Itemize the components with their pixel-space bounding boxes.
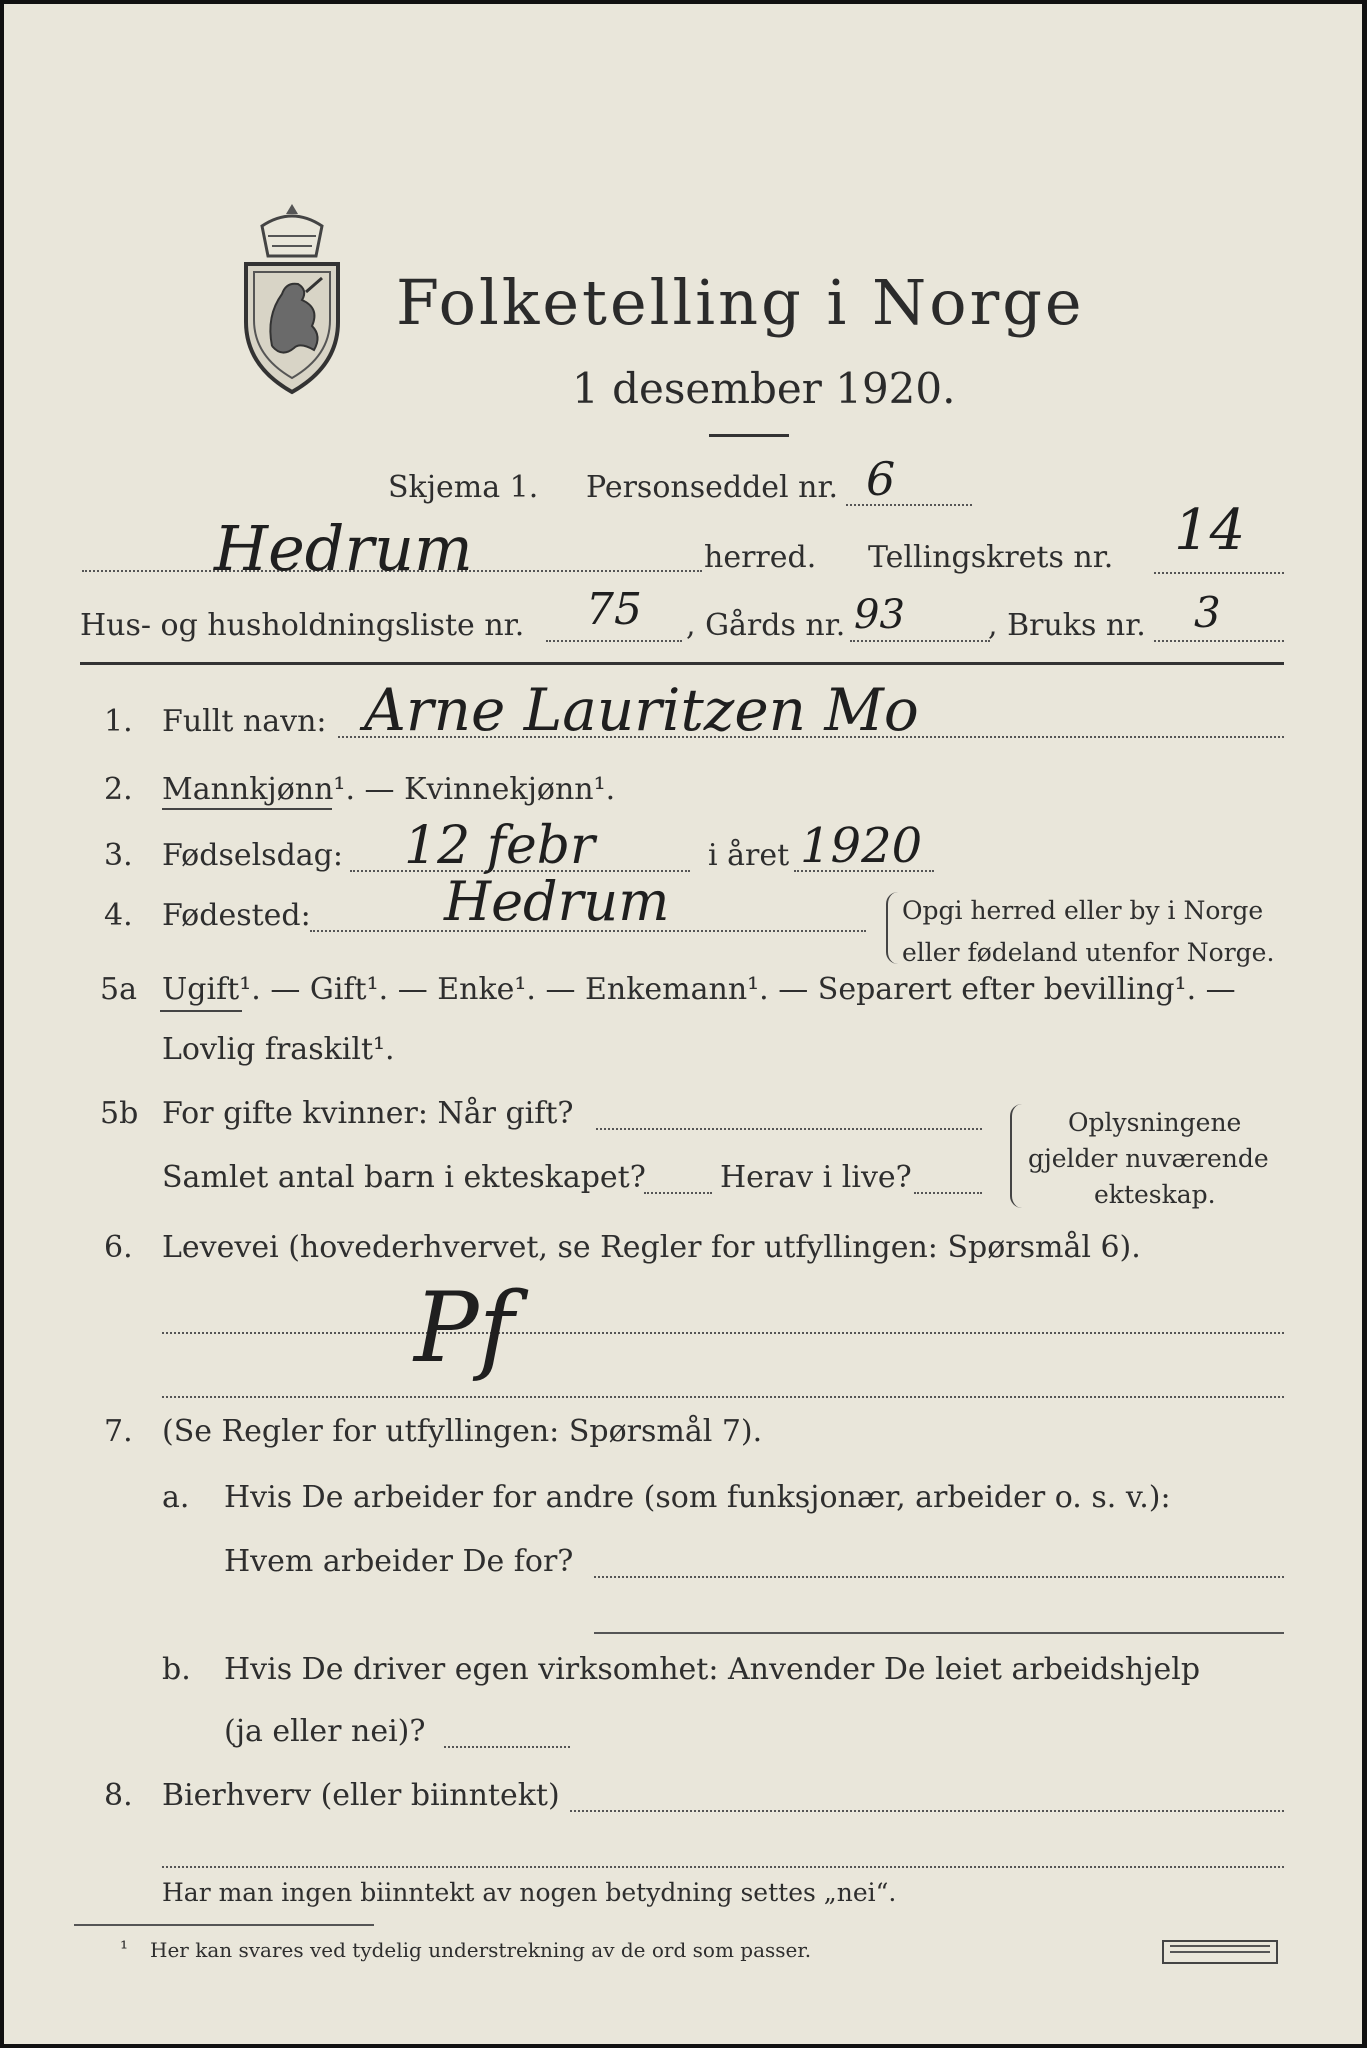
q3-label: Fødselsdag: xyxy=(162,838,343,873)
q5b-children-line xyxy=(644,1192,712,1194)
q6-number: 6. xyxy=(104,1230,133,1265)
q5b-number: 5b xyxy=(100,1096,139,1131)
q3-year-value[interactable]: 1920 xyxy=(800,818,923,874)
husliste-value[interactable]: 75 xyxy=(586,584,642,635)
husliste-label: Hus- og husholdningsliste nr. xyxy=(80,608,525,643)
footnote-divider xyxy=(74,1924,374,1926)
q3-value[interactable]: 12 febr xyxy=(404,816,595,876)
q5a-number: 5a xyxy=(100,972,137,1007)
q6-line2 xyxy=(162,1396,1284,1398)
header-separator xyxy=(80,662,1284,665)
husliste-line xyxy=(546,640,682,642)
q6-label: Levevei (hovederhvervet, se Regler for utfyllingen: Spørsmål 6). xyxy=(162,1230,1141,1265)
personseddel-label: Personseddel nr. xyxy=(586,470,839,505)
footnote-text: Her kan svares ved tydelig understrekning av de ord som passer. xyxy=(150,1938,812,1962)
q5a-underline-ugift xyxy=(160,1010,242,1012)
footer-note: Har man ingen biinntekt av nogen betydning settes „nei“. xyxy=(162,1878,897,1907)
q5a-options: Ugift¹. — Gift¹. — Enke¹. — Enkemann¹. — Separert efter bevilling¹. — xyxy=(162,972,1236,1007)
footnote-mark: ¹ xyxy=(120,1936,129,1960)
q5b-children-label: Samlet antal barn i ekteskapet? xyxy=(162,1160,646,1195)
gards-label: , Gårds nr. xyxy=(686,608,846,643)
q7b-number: b. xyxy=(162,1652,191,1687)
q2-options: Mannkjønn¹. — Kvinnekjønn¹. xyxy=(162,772,616,807)
q1-label: Fullt navn: xyxy=(162,704,327,739)
printer-stamp xyxy=(1162,1940,1278,1964)
q5b-note-line1: Oplysningene xyxy=(1068,1108,1242,1137)
tellingskrets-line xyxy=(1154,572,1284,574)
q5b-married-line xyxy=(596,1128,982,1130)
q4-note-line1: Opgi herred eller by i Norge xyxy=(902,896,1264,925)
q7-number: 7. xyxy=(104,1414,133,1449)
q1-number: 1. xyxy=(104,704,133,739)
q2-number: 2. xyxy=(104,772,133,807)
herred-label: herred. xyxy=(704,540,817,575)
q5b-note-brace xyxy=(1010,1104,1022,1208)
q5b-note-line2: gjelder nuværende xyxy=(1028,1144,1269,1173)
q5b-alive-line xyxy=(914,1192,982,1194)
title-divider xyxy=(709,434,789,437)
bruks-line xyxy=(1154,640,1284,642)
q8-number: 8. xyxy=(104,1778,133,1813)
q7b-answer-line xyxy=(444,1746,570,1748)
skjema-label: Skjema 1. xyxy=(388,470,539,505)
q2-underline-mannkjonn xyxy=(162,808,332,810)
census-form xyxy=(4,4,1362,2044)
gards-value[interactable]: 93 xyxy=(854,592,905,638)
q8-line1 xyxy=(570,1810,1284,1812)
q8-line2 xyxy=(162,1866,1284,1868)
tellingskrets-value[interactable]: 14 xyxy=(1174,498,1246,563)
q4-number: 4. xyxy=(104,898,133,933)
q5b-alive-label: Herav i live? xyxy=(720,1160,912,1195)
form-title: Folketelling i Norge xyxy=(396,266,1085,339)
q7a-question: Hvis De arbeider for andre (som funksjonær, arbeider o. s. v.): xyxy=(224,1480,1171,1515)
q7a-extra-line xyxy=(594,1632,1284,1634)
q5b-married-label: For gifte kvinner: Når gift? xyxy=(162,1096,574,1131)
bruks-label: , Bruks nr. xyxy=(988,608,1146,643)
q5a-options-cont: Lovlig fraskilt¹. xyxy=(162,1032,395,1067)
bruks-value[interactable]: 3 xyxy=(1194,588,1221,637)
q4-note-line2: eller fødeland utenfor Norge. xyxy=(902,938,1275,967)
q8-label: Bierhverv (eller biinntekt) xyxy=(162,1778,560,1813)
q7a-number: a. xyxy=(162,1480,190,1515)
q5b-note-line3: ekteskap. xyxy=(1094,1180,1216,1209)
gards-line xyxy=(850,640,990,642)
tellingskrets-label: Tellingskrets nr. xyxy=(868,540,1114,575)
q7b-answer-label: (ja eller nei)? xyxy=(224,1714,426,1749)
census-date: 1 desember 1920. xyxy=(572,364,956,413)
q3-year-label: i året xyxy=(708,838,790,873)
q6-value[interactable]: Pf xyxy=(414,1272,515,1384)
personseddel-value[interactable]: 6 xyxy=(866,452,896,506)
herred-value[interactable]: Hedrum xyxy=(214,512,473,585)
q4-label: Fødested: xyxy=(162,898,311,933)
coat-of-arms-icon xyxy=(232,196,352,396)
q7a-employer-label: Hvem arbeider De for? xyxy=(224,1544,574,1579)
q7a-employer-line xyxy=(594,1576,1284,1578)
personseddel-line xyxy=(846,504,972,506)
q1-value[interactable]: Arne Lauritzen Mo xyxy=(364,676,919,744)
q4-note-brace xyxy=(886,892,898,964)
q4-value[interactable]: Hedrum xyxy=(444,870,670,933)
q3-number: 3. xyxy=(104,838,133,873)
q6-line1 xyxy=(162,1332,1284,1334)
q7-label: (Se Regler for utfyllingen: Spørsmål 7). xyxy=(162,1414,763,1449)
q7b-question: Hvis De driver egen virksomhet: Anvender De leiet arbeidshjelp xyxy=(224,1652,1201,1687)
